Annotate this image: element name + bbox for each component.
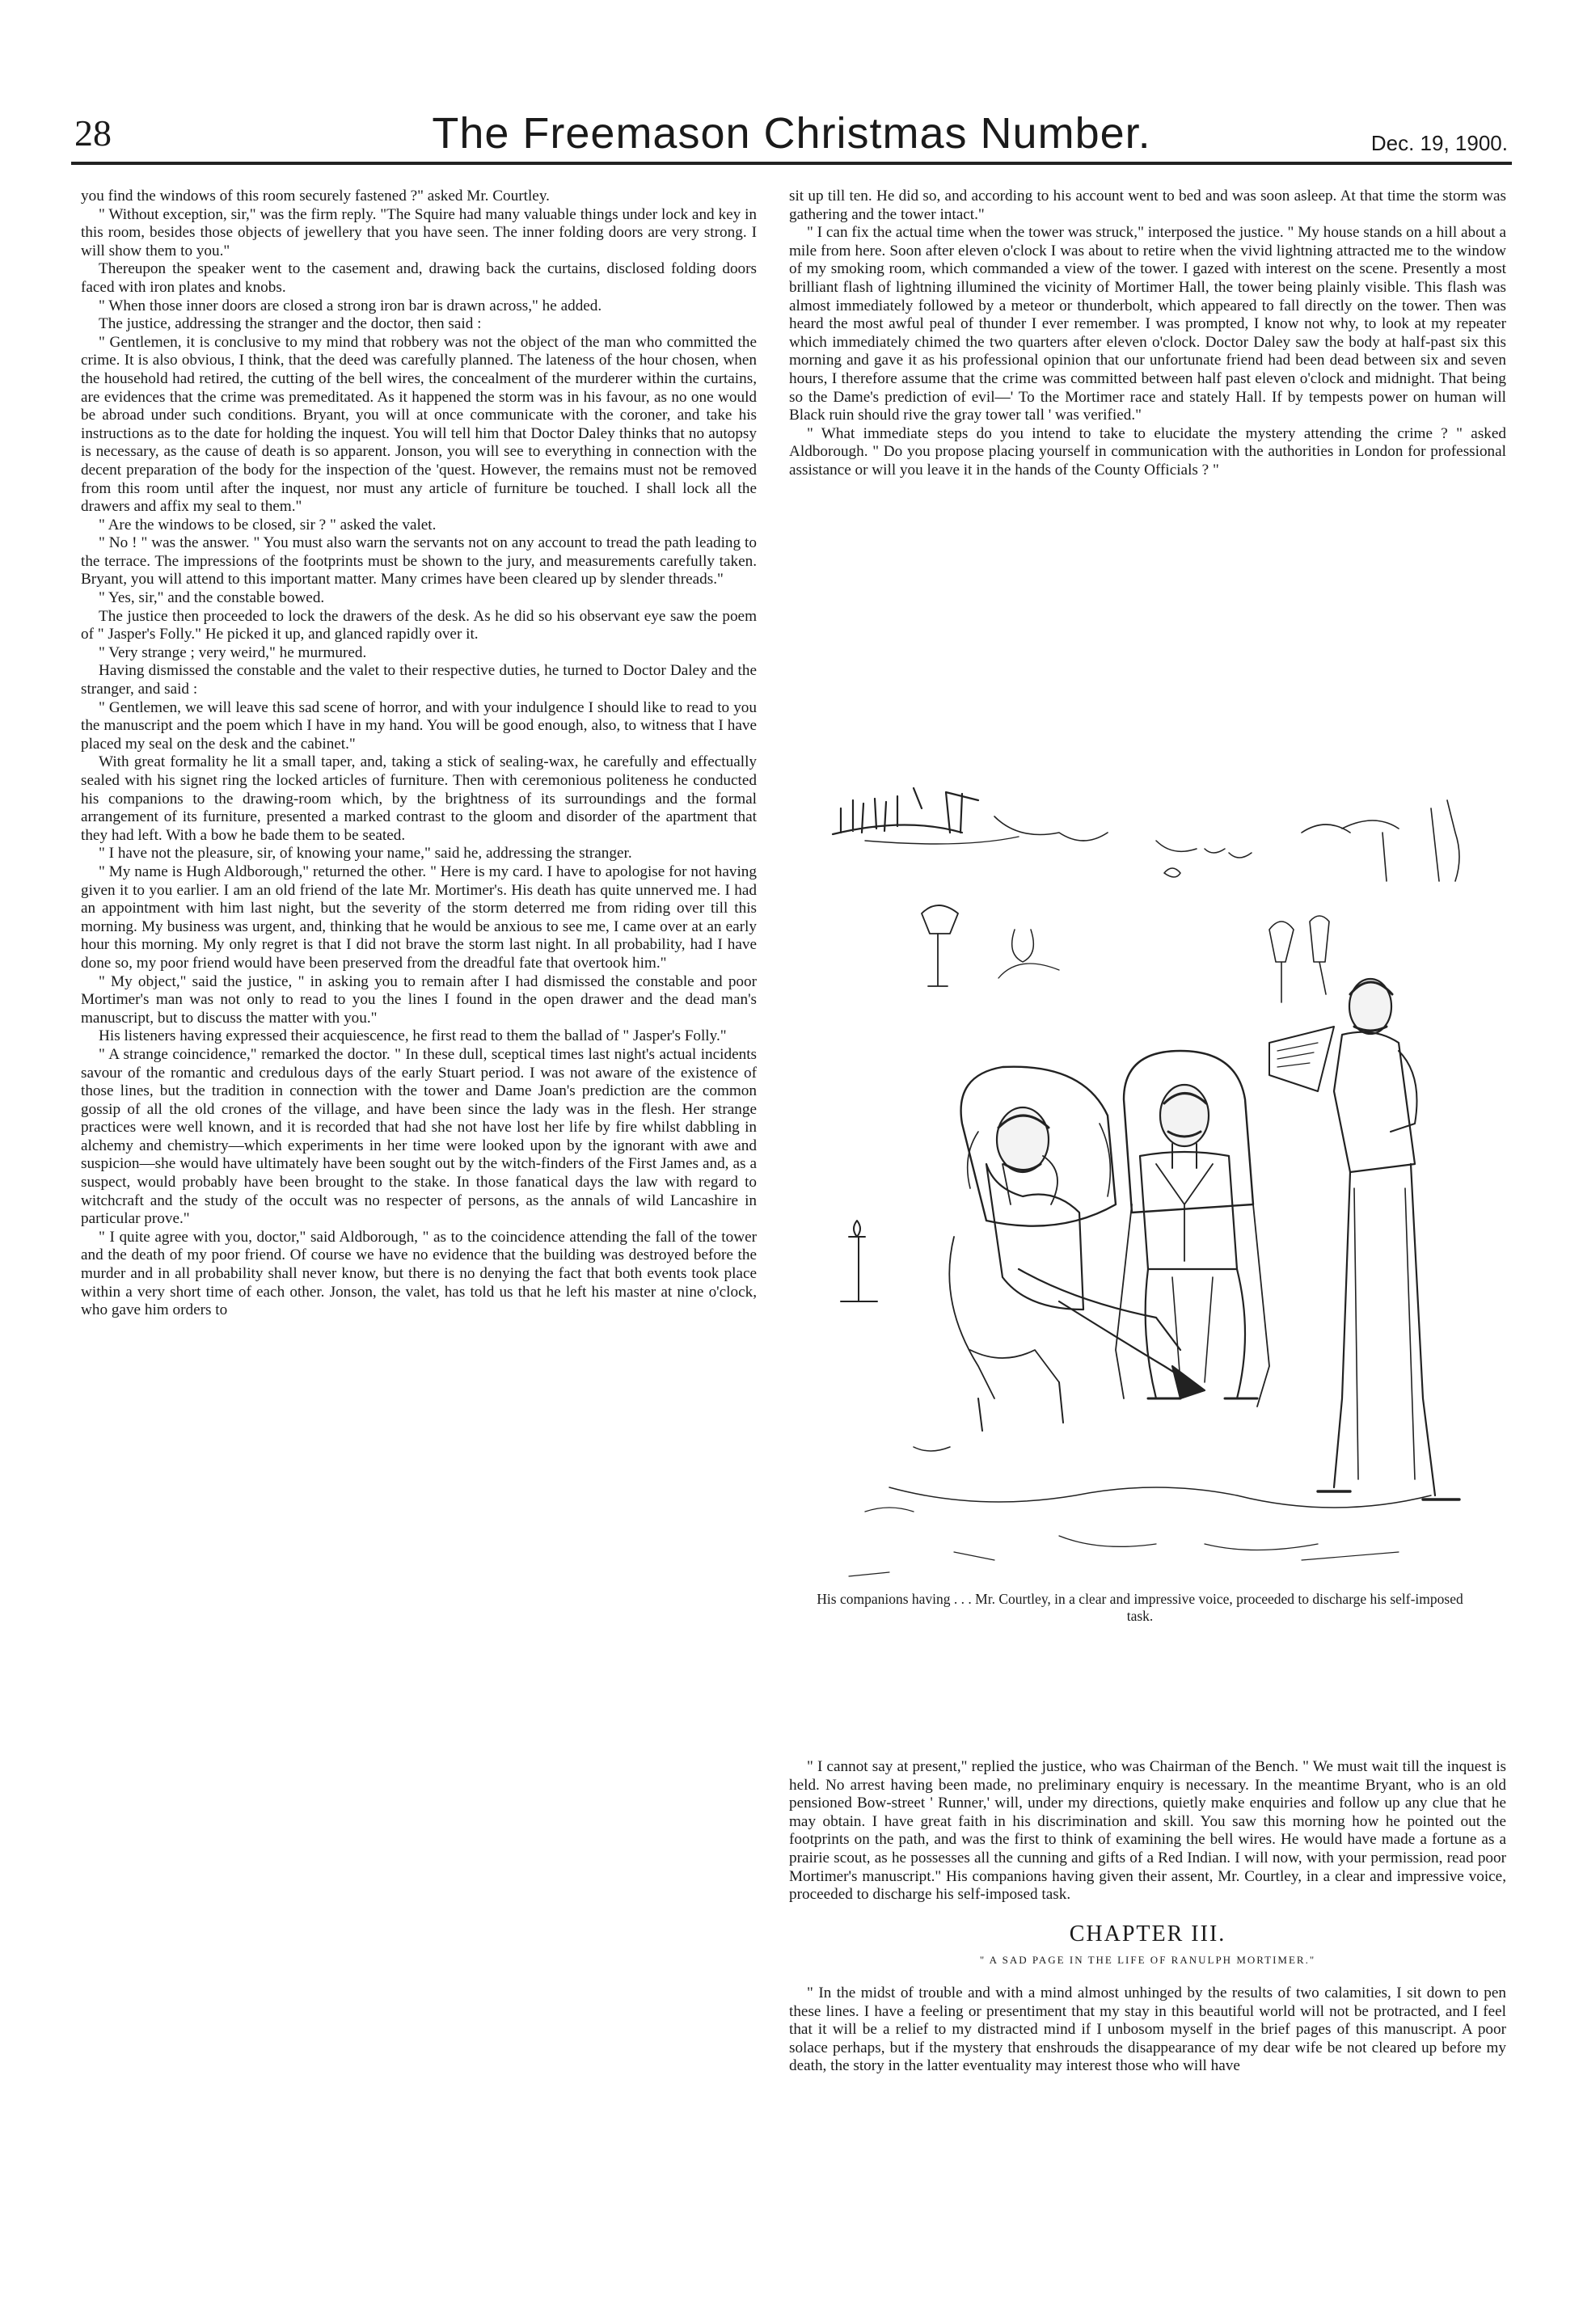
curtain-drawing [833, 788, 1459, 1002]
chapter-subtitle: " A SAD PAGE IN THE LIFE OF RANULPH MORTIMER." [979, 1954, 1316, 1967]
paragraph: " No ! " was the answer. " You must also warn the servants not on any account to tread the path leading to the terrace. The impressions of the footprints must be shown to the jury, and measurements carefully taken. Bryant, you will attend to this important matter. Many crimes have been cleared up by slender threads." [81, 534, 757, 588]
paragraph: " A strange coincidence," remarked the doctor. " In these dull, sceptical times last night's actual incidents savour of the romantic and credulous days of the early Stuart period. I was not aware of the existence of those lines, but the tradition in connection with the tower and Dame Joan's prediction are the common gossip of all the old crones of the village, and have been since the lady was in the flesh. Her strange practices were well known, and it is recorded that had she not have lost her life by fire whilst dabbling in alchemy and chemistry—which experiments in her time were looked upon by the ignorant with awe and suspicion—she would have ultimately have been sought out by the witch-finders of the First James and, as a suspect, would probably have been brought to the stake. In those fanatical days the law with regard to witchcraft and the study of the occult was no respecter of persons, as the annals of wild Lancashire in particular prove." [81, 1045, 757, 1228]
paragraph: " I cannot say at present," replied the justice, who was Chairman of the Bench. " We must wait till the inquest is held. No arrest having been made, no preliminary enquiry is necessary. In the meantime Bryant, who is an old pensioned Bow-street ' Runner,' will, under my directions, quietly make enquiries and follow up any clue that he may obtain. I have great faith in his discrimination and skill. You saw this morning how he pointed out the footprints on the path, and was the first to think of examining the bell wires. He would have made a fortune as a prairie scout, as he possesses all the cunning and gifts of a Red Indian. I will now, with your permission, read poor Mortimer's manuscript." His companions having given their assent, Mr. Courtley, in a clear and impressive voice, proceeded to discharge his self-imposed task. [789, 1758, 1506, 1904]
paragraph: " My object," said the justice, " in asking you to remain after I had dismissed the constable and poor Mortimer's man was not only to read to you the lines I found in the open drawer and the dead man's manuscript, but to discuss the matter with you." [81, 972, 757, 1027]
paragraph: " My name is Hugh Aldborough," returned the other. " Here is my card. I have to apologise for not having given it to you earlier. I am an old friend of the late Mr. Mortimer's. His death has quite unnerved me. I had an appointment with him last night, but the severity of the storm deterred me from riding over till this morning. My business was urgent, and, thinking that he would be anxious to see me, I came over at an early hour this morning. My only regret is that I did not brave the storm last night. In all probability, had I have done so, my poor friend would have been preserved from the dreadful fate that overtook him." [81, 863, 757, 972]
page-number: 28 [74, 112, 112, 154]
paragraph: " Gentlemen, we will leave this sad scene of horror, and with your indulgence I should like to read to you the manuscript and the poem which I have in my hand. You will be good enough, also, to witness that I have placed my seal on the desk and the cabinet." [81, 698, 757, 753]
paragraph: " Without exception, sir," was the firm reply. "The Squire had many valuable things under lock and key in this room, besides those objects of jewellery that you have seen. The inner folding doors are very strong. I will show them to you." [81, 205, 757, 259]
header-rule [71, 162, 1512, 165]
paragraph: " Gentlemen, it is conclusive to my mind that robbery was not the object of the man who committed the crime. It is also obvious, I think, that the deed was carefully planned. The lateness of the hour chosen, when the household had retired, the cutting of the bell wires, the concealment of the murderer within the curtains, are evidences that the crime was premeditated. As it happened the storm was in his favour, as no one would be abroad under such conditions. Bryant, you will at once communicate with the coroner, and take his instructions as to the date for holding the inquest. You will tell him that Doctor Daley thinks that no autopsy is necessary, as the cause of death is so apparent. Jonson, you will see to everything in connection with the decent preparation of the body for the inspection of the 'quest. However, the remains must not be removed from this room until after the inquest, nor must any article of furniture be touched. I shall lock all the drawers and affix my seal to them." [81, 333, 757, 516]
page-title: The Freemason Christmas Number. [432, 109, 1151, 158]
paragraph: Thereupon the speaker went to the casement and, drawing back the curtains, disclosed folding doors faced with iron plates and knobs. [81, 260, 757, 296]
paragraph: " Yes, sir," and the constable bowed. [99, 589, 325, 607]
paragraph: " Very strange ; very weird," he murmured. [99, 643, 367, 661]
paragraph: His listeners having expressed their acquiescence, he first read to them the ballad of " Jasper's Folly." [99, 1027, 727, 1045]
paragraph: " Are the windows to be closed, sir ? " asked the valet. [99, 516, 437, 534]
paragraph: you find the windows of this room securely fastened ?" asked Mr. Courtley. [81, 188, 550, 205]
paragraph: " When those inner doors are closed a strong iron bar is drawn across," he added. [99, 297, 602, 314]
left-column [81, 188, 757, 2281]
paragraph: " I can fix the actual time when the tower was struck," interposed the justice. " My house stands on a hill about a mile from here. Soon after eleven o'clock I was about to retire when the vivid lightning attracted me to the window of my smoking room, which commanded a view of the tower. I gazed with interest on the scene. Presently a most brilliant flash of lightning illumined the vicinity of Mortimer Hall, the tower being plainly visible. This flash was almost immediately followed by a meteor or thunderbolt, which appeared to fall directly on the tower. Then was heard the most awful peal of thunder I ever remember. I was prompted, I know not why, to look at my repeater which immediately chimed the two quarters after eleven o'clock. Doctor Daley saw the body at half-past six this morning and gave it as his professional opinion that our unfortunate friend had been dead between six and seven hours, I therefore assume that the crime was committed between half past eleven o'clock and midnight. That being so the Dame's prediction of evil—' To the Mortimer race and stately Hall. If by tempests power on human will Black ruin should rive the gray tower tall ' was verified." [789, 224, 1506, 424]
paragraph: sit up till ten. He did so, and according to his account went to bed and was soon asleep. At that time the storm was gathering and the tower intact." [789, 188, 1506, 223]
figure-caption: His companions having . . . Mr. Courtley, in a clear and impressive voice, proceeded to discharge his self-imposed task. [817, 1591, 1463, 1624]
illustration [817, 784, 1496, 1584]
paragraph: " I have not the pleasure, sir, of knowing your name," said he, addressing the stranger. [99, 845, 632, 863]
paragraph: " In the midst of trouble and with a mind almost unhinged by the results of two calamities, I sit down to pen these lines. I have a feeling or presentiment that my stay in this beautiful world will not be protracted, and I feel that it will be a relief to my distracted mind if I unbosom myself in the brief pages of this manuscript. A poor solace perhaps, but if the mystery that enshrouds the disappearance of my dear wife be not cleared up before my death, the story in the latter eventuality may interest those who will have [789, 1984, 1506, 2075]
right-column-top [789, 188, 1506, 786]
paragraph: " I quite agree with you, doctor," said Aldborough, " as to the coincidence attending the fall of the tower and the death of my poor friend. Of course we have no evidence that the building was destroyed before the murder and in all probability shall never know, but there is no denying the fact that both events took place within a very short time of each other. Jonson, the valet, has told us that he left his master at nine o'clock, who gave him orders to [81, 1228, 757, 1319]
paragraph: The justice, addressing the stranger and the doctor, then said : [99, 315, 482, 333]
issue-date: Dec. 19, 1900. [1370, 131, 1508, 155]
paragraph: With great formality he lit a small taper, and, taking a stick of sealing-wax, he carefully and effectually sealed with his signet ring the locked articles of furniture. Then with ceremonious politeness he conducted his companions to the drawing-room which, by the brightness of its surroundings and the formal arrangement of its furniture, presented a marked contrast to the gloom and disorder of the apartment that they had left. With a bow he bade them to be seated. [81, 753, 757, 844]
right-column-bottom [789, 1758, 1506, 2292]
paragraph: Having dismissed the constable and the valet to their respective duties, he turned to Doctor Daley and the stranger, and said : [81, 662, 757, 698]
seated-figure-middle [1116, 1051, 1269, 1407]
paragraph: The justice then proceeded to lock the drawers of the desk. As he did so his observant eye saw the poem of " Jasper's Folly." He picked it up, and glanced rapidly over it. [81, 607, 757, 643]
paragraph: " What immediate steps do you intend to take to elucidate the mystery attending the crime ? " asked Aldborough. " Do you propose placing yourself in communication with the authorities in London for professional assistance or will you leave it in the hands of the County Officials ? " [789, 424, 1506, 479]
chapter-title: CHAPTER III. [1069, 1921, 1226, 1947]
standing-figure-reading [1269, 979, 1459, 1499]
